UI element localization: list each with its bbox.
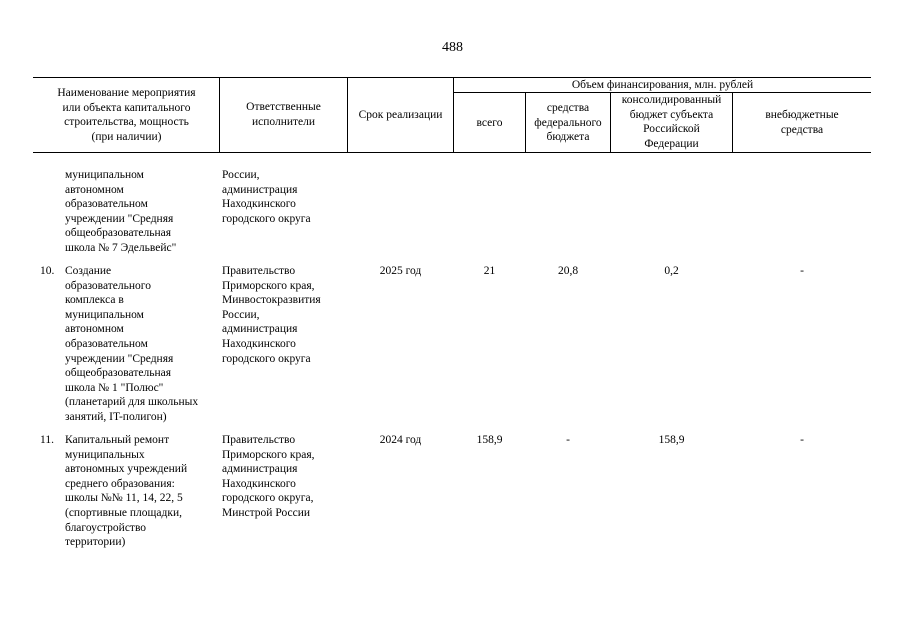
- row-name: Создание образовательного комплекса в муниципальном автономном образовательном учреждении "Средняя общеобразовательная школа № 1 "Полюс" (планетарий для школьных занятий, IT-полигон): [65, 265, 199, 423]
- row-number: 10.: [40, 265, 55, 277]
- header-responsible: Ответственные исполнители: [246, 101, 321, 128]
- row-responsible: Правительство Приморского края, администрация Находкинского городского округа, Минстрой России: [222, 434, 315, 519]
- page-number: 488: [442, 40, 463, 55]
- row-responsible: России, администрация Находкинского городского округа: [222, 169, 311, 225]
- row-regional: 158,9: [658, 434, 685, 446]
- row-total: 158,9: [476, 434, 503, 446]
- row-term: 2024 год: [379, 434, 422, 446]
- row-federal: 20,8: [557, 265, 579, 277]
- header-financing: Объем финансирования, млн. рублей: [571, 79, 754, 91]
- header-name: Наименование мероприятия или объекта капитального строительства, мощность (при наличии): [57, 87, 196, 143]
- header-federal: средства федерального бюджета: [534, 102, 602, 144]
- row-number: 11.: [40, 434, 54, 446]
- header-extra: внебюджетные средства: [765, 109, 839, 136]
- row-name: муниципальном автономном образовательном учреждении "Средняя общеобразовательная школа № 7 Эдельвейс": [65, 169, 177, 254]
- row-name: Капитальный ремонт муниципальных автономных учреждений среднего образования: школы №№ 11, 14, 22, 5 (спортивные площадки, благоустройство территории): [65, 434, 188, 549]
- row-responsible: Правительство Приморского края, Минвостокразвития России, администрация Находкинского городского округа: [222, 265, 321, 365]
- header-regional: консолидированный бюджет субъекта Российской Федерации: [621, 94, 722, 150]
- header-total: всего: [476, 117, 503, 129]
- row-extra: -: [800, 265, 804, 277]
- row-term: 2025 год: [379, 265, 422, 277]
- header-term: Срок реализации: [358, 109, 443, 121]
- row-extra: -: [800, 434, 804, 446]
- row-total: 21: [483, 265, 496, 277]
- table-header-bottom-border: [33, 152, 871, 153]
- row-federal: -: [566, 434, 570, 446]
- row-regional: 0,2: [664, 265, 679, 277]
